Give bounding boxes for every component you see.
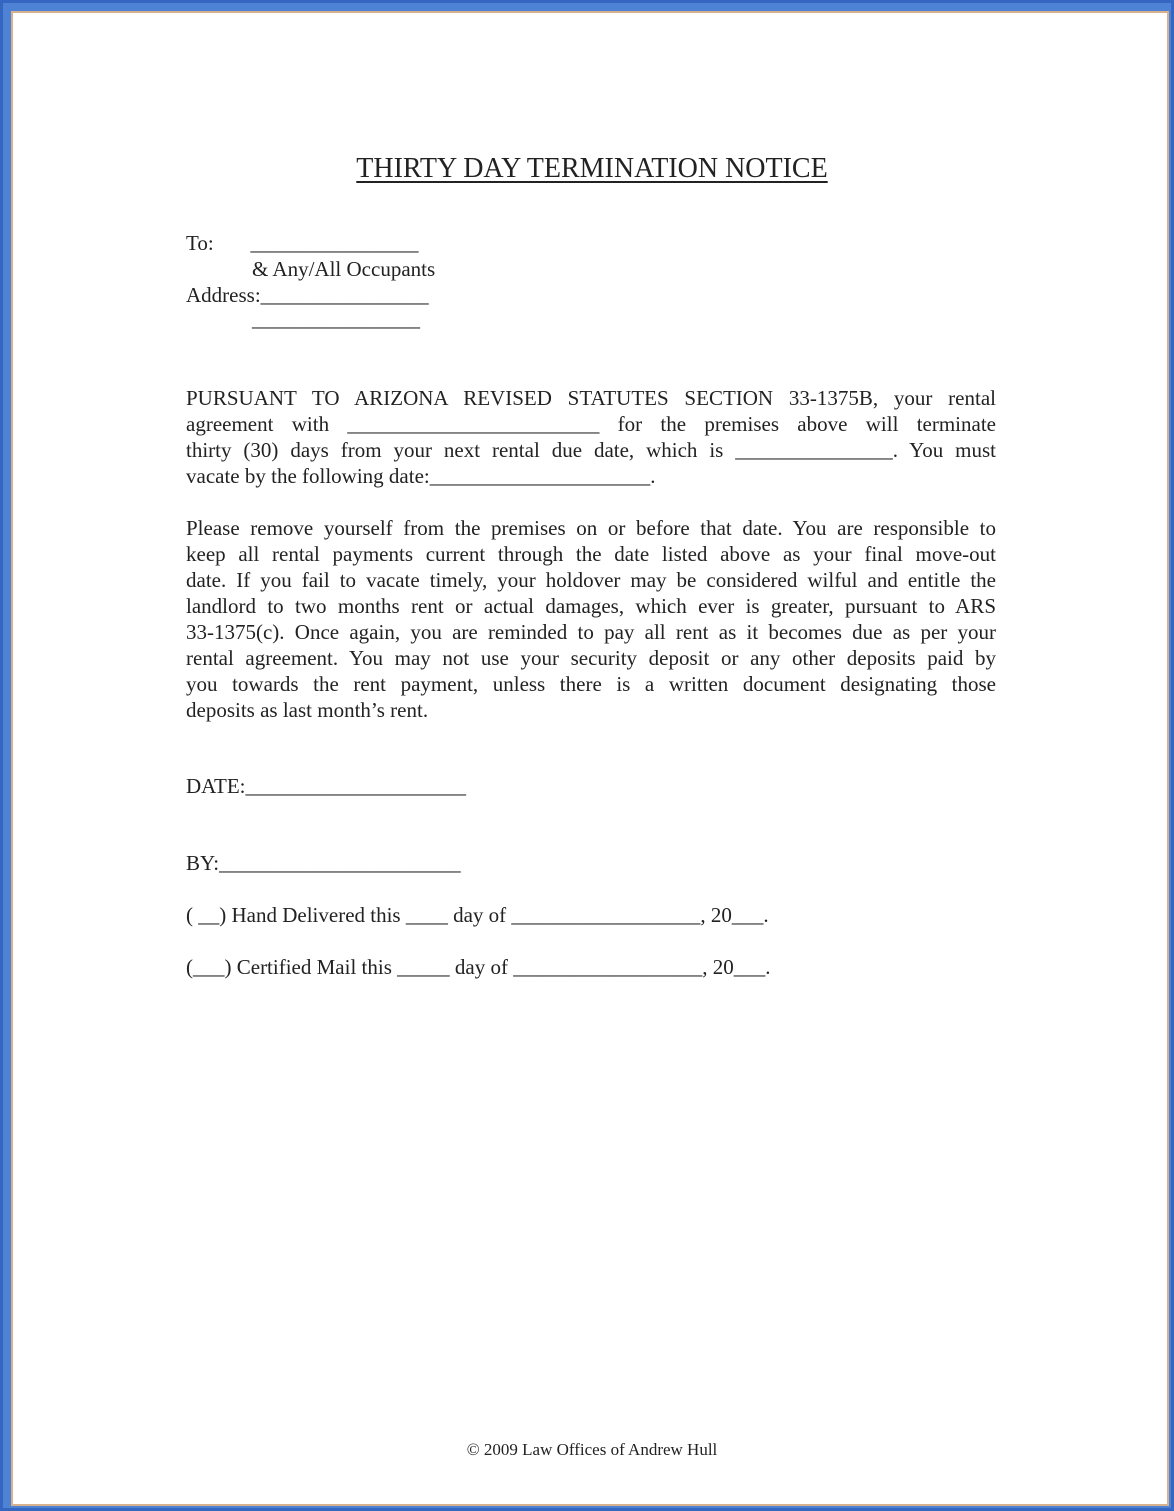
paragraph-row: you towards the rent payment, unless there is a written document designating those [186, 672, 996, 696]
paragraph-row: rental agreement. You may not use your security deposit or any other deposits paid by [186, 646, 996, 670]
paragraph-row: landlord to two months rent or actual damages, which ever is greater, pursuant to ARS [186, 594, 996, 618]
paragraph-row: keep all rental payments current through the date listed above as your final move-out [186, 542, 996, 566]
paragraph-row: vacate by the following date:_____________________. [186, 464, 656, 488]
document-page [11, 11, 1169, 1506]
by-line: BY:_______________________ [186, 851, 461, 875]
paragraph-row: PURSUANT TO ARIZONA REVISED STATUTES SECTION 33-1375B, your rental [186, 386, 996, 410]
certified-mail-line: (___) Certified Mail this _____ day of __________________, 20___. [186, 955, 771, 979]
address-line: Address:________________ [186, 283, 429, 307]
paragraph-row: 33-1375(c). Once again, you are reminded to pay all rent as it becomes due as per your [186, 620, 996, 644]
paragraph-row: date. If you fail to vacate timely, your holdover may be considered wilful and entitle the [186, 568, 996, 592]
paragraph-instructions [186, 515, 996, 723]
paragraph-row: thirty (30) days from your next rental due date, which is _______________. You must [186, 438, 996, 462]
copyright-footer: © 2009 Law Offices of Andrew Hull [466, 1440, 718, 1459]
date-line: DATE:_____________________ [186, 774, 466, 798]
document-title [13, 151, 1171, 187]
paragraph-row: Please remove yourself from the premises on or before that date. You are responsible to [186, 516, 996, 540]
paragraph-row: deposits as last month’s rent. [186, 698, 429, 722]
to-line: To: ________________ [186, 231, 419, 255]
paragraph-statute [186, 385, 996, 489]
occupants-line: & Any/All Occupants [252, 257, 436, 281]
hand-delivered-line: ( __) Hand Delivered this ____ day of __________________, 20___. [186, 903, 769, 927]
address-line-2: ________________ [252, 307, 420, 331]
paragraph-row: agreement with ________________________ for the premises above will terminate [186, 412, 996, 436]
title-text: THIRTY DAY TERMINATION NOTICE [356, 153, 828, 184]
